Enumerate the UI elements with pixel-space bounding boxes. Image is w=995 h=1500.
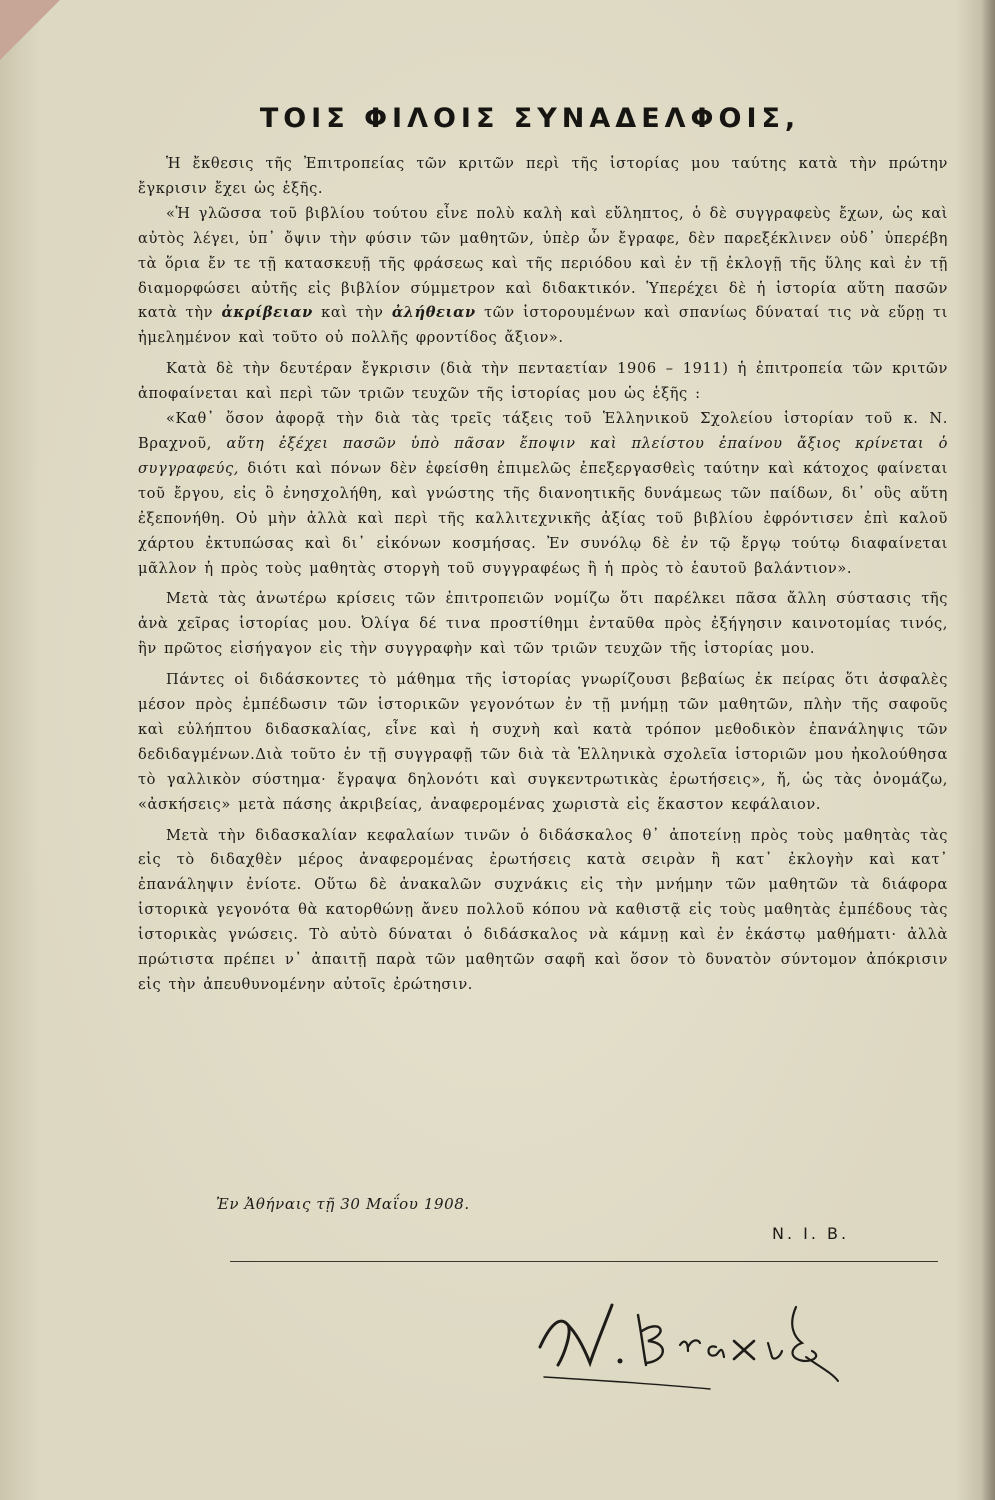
paragraph: [138, 668, 948, 817]
text-run: διότι καὶ πόνων δὲν ἐφείσθη ἐπιμελῶς ἐπεξεργασθεὶς ταύτην καὶ κάτοχος φαίνεται τοῦ ἔργου, εἰς ὃ ἐνησχολήθη, καὶ γνώστης τῆς διανοητικῆς δυνάμεως τῶν παίδων, δι᾽ οὓς αὕτη ἐξεπονήθη. Οὐ μὴν ἀλλὰ καὶ περὶ τῆς καλλιτεχνικῆς ἀξίας τοῦ βιβλίου ἐφρόντισεν ἐπὶ καλοῦ χάρτου ἐκτυπώσας καὶ δι᾽ εἰκόνων κοσμήσας. Ἐν συνόλῳ δὲ ἐν τῷ ἔργῳ τούτῳ διαφαίνεται μᾶλλον ἡ πρὸς τοὺς μαθητὰς στοργὴ τοῦ συγγραφέως ἢ ἡ πρὸς τὸ ἑαυτοῦ βαλάντιον».: [138, 459, 948, 577]
paragraph: [138, 152, 948, 202]
author-initials: Ν. Ι. Β.: [772, 1224, 850, 1243]
emphasized-text: ἀκρίβειαν: [221, 304, 313, 322]
text-run: Μετὰ τὰς ἀνωτέρω κρίσεις τῶν ἐπιτροπειῶν νομίζω ὅτι παρέλκει πᾶσα ἄλλη σύστασις τῆς ἀνὰ χεῖρας ἱστορίας μου. Ὀλίγα δέ τινα προστίθημι ἐνταῦθα πρὸς ἐξήγησιν καινοτομίας τινός, ἣν πρῶτος εἰσήγαγον εἰς τὴν συγγραφὴν καὶ τῶν τριῶν τευχῶν τῆς ἱστορίας μου.: [138, 590, 948, 658]
paper-corner: [0, 0, 60, 60]
text-run: Μετὰ τὴν διδασκαλίαν κεφαλαίων τινῶν ὁ διδάσκαλος θ᾽ ἀποτείνῃ πρὸς τοὺς μαθητὰς τὰς εἰς τὸ διδαχθὲν μέρος ἀναφερομένας ἐρωτήσεις κατὰ σειρὰν ἢ κατ᾽ ἐκλογὴν καὶ κατ᾽ ἐπανάληψιν ἐνίοτε. Οὕτω δὲ ἀνακαλῶν συχνάκις εἰς τὴν μνήμην τῶν μαθητῶν τὰ διάφορα ἱστορικὰ γεγονότα θὰ κατορθώνῃ ἄνευ πολλοῦ κόπου νὰ καθιστᾷ εἰς τοὺς μαθητὰς ἐμπέδους τὰς ἱστορικὰς γνώσεις. Τὸ αὐτὸ δύναται ὁ διδάσκαλος νὰ κάμνῃ καὶ ἐν ἑκάστῳ μαθήματι· ἀλλὰ πρώτιστα πρέπει ν᾽ ἀπαιτῇ παρὰ τῶν μαθητῶν σαφῆ καὶ ὅσον τὸ δυνατὸν σύντομον ἀπόκρισιν εἰς τὴν ἀπευθυνομένην αὐτοῖς ἐρώτησιν.: [138, 826, 948, 993]
body-text: [138, 152, 948, 998]
handwritten-signature: [520, 1285, 860, 1395]
text-run: Πάντες οἱ διδάσκοντες τὸ μάθημα τῆς ἱστορίας γνωρίζουσι βεβαίως ἐκ πείρας ὅτι ἀσφαλὲς μέσον πρὸς ἐμπέδωσιν τῶν ἱστορικῶν γεγονότων ἐν τῇ μνήμῃ τῶν μαθητῶν, πλὴν τῆς σαφοῦς καὶ εὐλήπτου διδασκαλίας, εἶνε καὶ ἡ συχνὴ καὶ κατὰ τρόπον μεθοδικὸν ἐπανάληψις τῶν δεδιδαγμένων.Διὰ τοῦτο ἐν τῇ συγγραφῇ τῶν διὰ τὰ Ἑλληνικὰ σχολεῖα ἱστοριῶν μου ἠκολούθησα τὸ γαλλικὸν σύστημα· ἔγραψα δηλονότι καὶ συγκεντρωτικὰς ἐρωτήσεις», ἤ, ὡς τὰς ὀνομάζω, «ἀσκήσεις» μετὰ πάσης ἀκριβείας, ἀναφερομένας χωριστὰ εἰς ἕκαστον κεφάλαιον.: [138, 671, 948, 813]
emphasized-text: αὕτη ἐξέχει πασῶν ὑπὸ πᾶσαν ἔποψιν καὶ πλείστου ἐπαίνου ἄξιος κρίνεται ὁ συγγραφεύς,: [138, 434, 949, 477]
text-run: Ἡ ἔκθεσις τῆς Ἐπιτροπείας τῶν κριτῶν περὶ τῆς ἱστορίας μου ταύτης κατὰ τὴν πρώτην ἔγκρισιν ἔχει ὡς ἑξῆς.: [138, 155, 948, 197]
divider-rule: [230, 1261, 938, 1262]
paragraph: [138, 407, 948, 581]
text-run: καὶ τὴν: [312, 304, 392, 322]
text-run: Κατὰ δὲ τὴν δευτέραν ἔγκρισιν (διὰ τὴν πενταετίαν 1906 – 1911) ἡ ἐπιτροπεία τῶν κριτῶν ἀποφαίνεται καὶ περὶ τῶν τριῶν τευχῶν τῆς ἱστορίας μου ὡς ἑξῆς :: [138, 360, 948, 403]
dateline: Ἐν Ἀθήναις τῇ 30 Μαΐου 1908.: [216, 1195, 470, 1213]
paper-edge-shadow: [981, 0, 995, 1500]
text-run: «Ἡ γλῶσσα τοῦ βιβλίου τούτου εἶνε πολὺ καλὴ καὶ εὔληπτος, ὁ δὲ συγγραφεὺς ἔχων, ὡς καὶ αὐτὸς λέγει, ὑπ᾽ ὄψιν τὴν φύσιν τῶν μαθητῶν, ὑπὲρ ὧν ἔγραφε, δὲν παρεξέκλινεν οὐδ᾽ ὑπερέβη τὰ ὅρια ἔν τε τῇ κατασκευῇ τῆς φράσεως καὶ τῆς περιόδου καὶ ἐν τῇ ἐκλογῇ τῆς ὕλης καὶ ἐν τῇ διαμορφώσει αὐτῆς εἰς βιβλίον σύμμετρον καὶ διδακτικόν. Ὑπερέχει δὲ ἡ ἱστορία αὕτη πασῶν κατὰ τὴν: [138, 204, 948, 322]
text-run: τῶν ἱστορουμένων καὶ σπανίως δύναταί τις νὰ εὕρῃ τι ἠμελημένον καὶ τοῦτο οὐ πολλῆς φροντίδος ἄξιον».: [138, 304, 948, 347]
emphasized-text: ἀλήθειαν: [391, 304, 476, 322]
paragraph: [138, 824, 948, 998]
paragraph: [138, 202, 948, 351]
paragraph: [138, 357, 948, 407]
text-run: «Καθ᾽ ὅσον ἀφορᾷ τὴν διὰ τὰς τρεῖς τάξεις τοῦ Ἑλληνικοῦ Σχολείου ἱστορίαν τοῦ κ. Ν. Βραχνοῦ,: [138, 410, 948, 452]
page-title: ΤΟΙΣ ΦΙΛΟΙΣ ΣΥΝΑΔΕΛΦΟΙΣ,: [259, 103, 801, 134]
paragraph: [138, 587, 948, 662]
